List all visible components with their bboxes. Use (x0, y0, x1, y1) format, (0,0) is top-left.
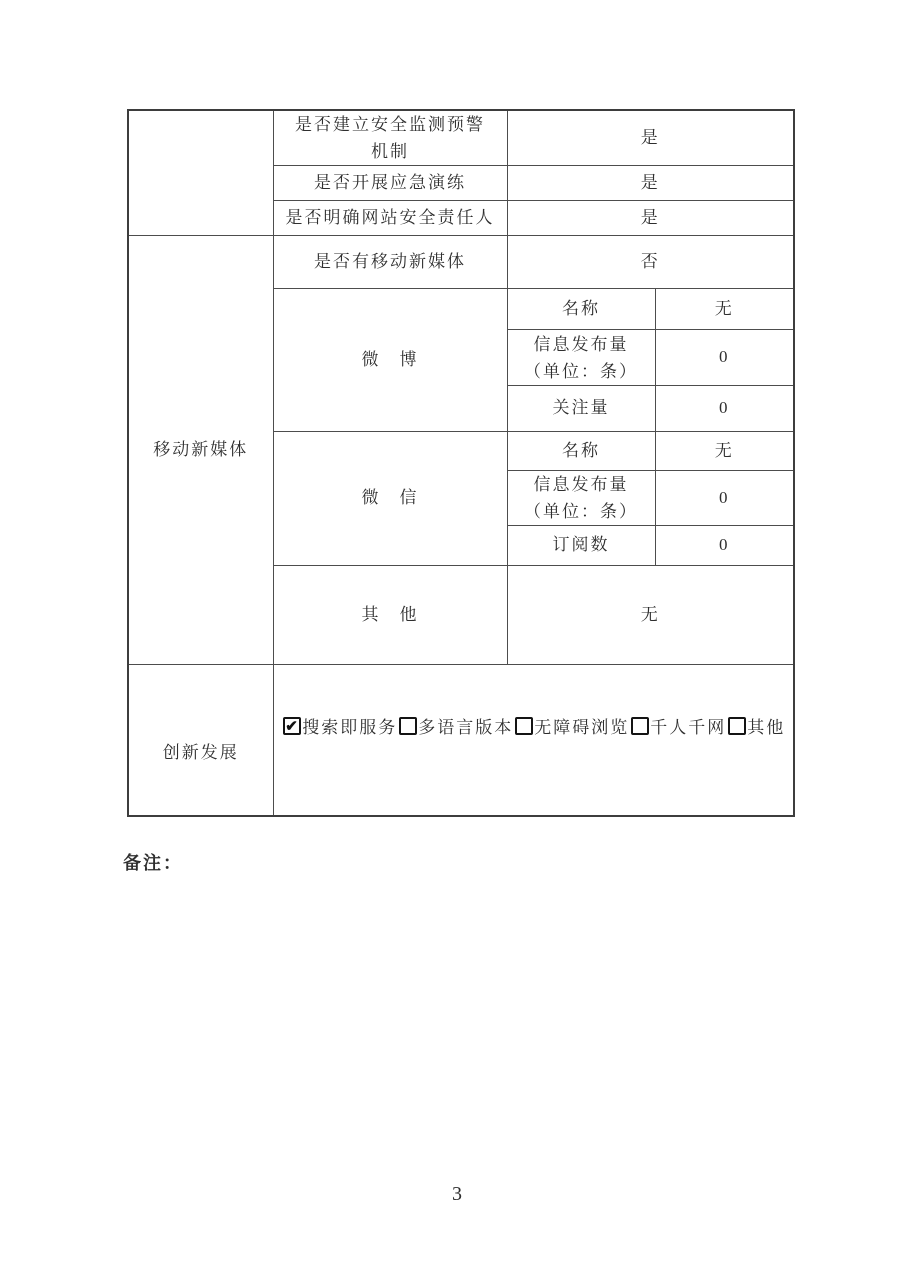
option-personalized-web-label: 千人千网 (650, 717, 727, 737)
weibo-followers-label: 关注量 (507, 386, 655, 432)
innovation-options-cell (273, 665, 794, 816)
innovation-section-label: 创新发展 (162, 742, 239, 762)
wechat-posts-label-line1: 信息发布量 (533, 475, 629, 494)
security-owner-label: 是否明确网站安全责任人 (273, 201, 507, 236)
checkbox-personalized-web-icon[interactable] (631, 717, 649, 735)
security-monitor-label (273, 110, 507, 166)
weibo-posts-value: 0 (655, 330, 794, 386)
wechat-name-label: 名称 (507, 432, 655, 471)
checkbox-other-icon[interactable] (728, 717, 746, 735)
wechat-subscribers-value: 0 (655, 526, 794, 566)
checkbox-accessibility-icon[interactable] (515, 717, 533, 735)
weibo-followers-value: 0 (655, 386, 794, 432)
mobile-media-section-label: 移动新媒体 (128, 236, 273, 665)
option-accessibility-label: 无障碍浏览 (534, 717, 630, 737)
weibo-label: 微 博 (273, 289, 507, 432)
security-section-empty-cell (128, 110, 273, 236)
emergency-drill-label: 是否开展应急演练 (273, 166, 507, 201)
wechat-posts-label (507, 471, 655, 526)
emergency-drill-value: 是 (507, 166, 794, 201)
table-row (128, 665, 794, 816)
weibo-posts-label (507, 330, 655, 386)
security-owner-value: 是 (507, 201, 794, 236)
security-monitor-label-line2: 机制 (371, 142, 409, 161)
security-monitor-label-line1: 是否建立安全监测预警 (295, 115, 485, 134)
annual-report-table (127, 109, 795, 817)
other-media-label: 其 他 (273, 566, 507, 665)
has-mobile-media-label: 是否有移动新媒体 (273, 236, 507, 289)
weibo-name-value: 无 (655, 289, 794, 330)
table-row (128, 236, 794, 289)
weibo-posts-label-line1: 信息发布量 (533, 334, 629, 354)
checkbox-search-as-service-icon[interactable] (283, 717, 301, 735)
option-other-label: 其他 (747, 717, 786, 737)
weibo-name-label: 名称 (507, 289, 655, 330)
remarks-label: 备注： (123, 853, 183, 873)
page-number: 3 (452, 1183, 462, 1205)
table-row (128, 110, 794, 166)
weibo-posts-label-line2: （单位：条） (524, 361, 638, 381)
wechat-subscribers-label: 订阅数 (507, 526, 655, 566)
wechat-name-value: 无 (655, 432, 794, 471)
wechat-label: 微 信 (273, 432, 507, 566)
has-mobile-media-value: 否 (507, 236, 794, 289)
wechat-posts-label-line2: （单位：条） (524, 502, 638, 521)
other-media-value: 无 (507, 566, 794, 665)
option-multilingual-label: 多语言版本 (418, 717, 514, 737)
security-monitor-value: 是 (507, 110, 794, 166)
option-search-as-service-label: 搜索即服务 (302, 717, 398, 737)
checkbox-multilingual-icon[interactable] (399, 717, 417, 735)
innovation-options-line (281, 715, 785, 741)
innovation-section-cell (128, 665, 273, 816)
wechat-posts-value: 0 (655, 471, 794, 526)
